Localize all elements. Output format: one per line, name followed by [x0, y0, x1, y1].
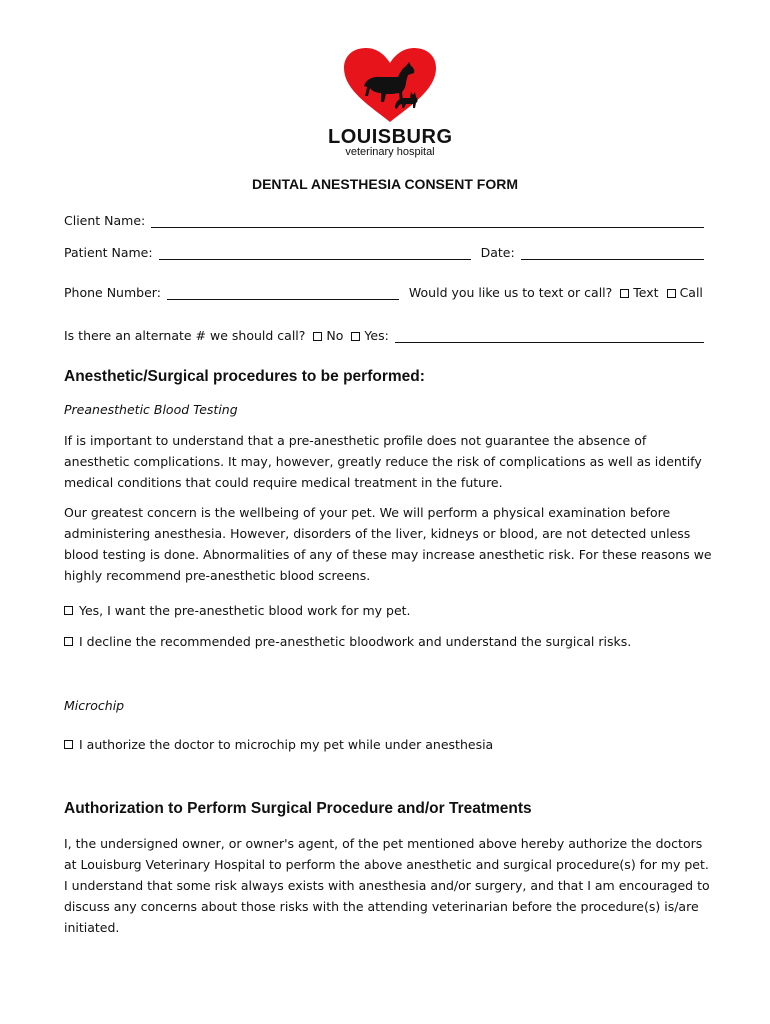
decline-bloodwork-checkbox[interactable]: [64, 637, 73, 646]
blood-testing-paragraph-1: If is important to understand that a pre-anesthetic profile does not guarantee the absence of anesthetic complications. It may, however, greatly reduce the risk of complications as well as identify medical conditions that could require medical treatment in the future.: [64, 433, 702, 490]
procedures-heading: Anesthetic/Surgical procedures to be performed:: [64, 368, 425, 385]
text-option-label: Text: [633, 285, 659, 300]
logo-subtitle: veterinary hospital: [345, 146, 435, 158]
patient-date-row: [64, 240, 704, 260]
accept-bloodwork-label: Yes, I want the pre-anesthetic blood work for my pet.: [79, 603, 411, 618]
decline-bloodwork-label: I decline the recommended pre-anesthetic bloodwork and understand the surgical risks.: [79, 634, 632, 649]
decline-bloodwork-option: [64, 634, 631, 649]
alternate-number-field[interactable]: [395, 328, 704, 343]
text-checkbox[interactable]: [620, 289, 629, 298]
heart-dog-cat-logo-icon: [340, 46, 440, 126]
microchip-option: [64, 737, 493, 752]
client-name-label: Client Name:: [64, 213, 146, 228]
alternate-question: Is there an alternate # we should call?: [64, 328, 306, 343]
microchip-checkbox[interactable]: [64, 740, 73, 749]
patient-name-label: Patient Name:: [64, 245, 153, 260]
call-checkbox[interactable]: [667, 289, 676, 298]
microchip-subheading: Microchip: [64, 698, 125, 713]
hospital-logo: [328, 46, 453, 158]
client-name-field[interactable]: [151, 213, 704, 228]
alternate-number-row: [64, 323, 704, 343]
date-field[interactable]: [521, 245, 704, 260]
microchip-label: I authorize the doctor to microchip my pet while under anesthesia: [79, 737, 494, 752]
accept-bloodwork-option: [64, 603, 411, 618]
date-label: Date:: [480, 245, 515, 260]
phone-row: [64, 280, 704, 300]
blood-testing-subheading: Preanesthetic Blood Testing: [64, 402, 238, 417]
client-name-row: [64, 208, 704, 228]
contact-question: Would you like us to text or call?: [408, 285, 613, 300]
no-checkbox[interactable]: [313, 332, 322, 341]
call-option-label: Call: [679, 285, 703, 300]
phone-number-label: Phone Number:: [64, 285, 161, 300]
form-title: DENTAL ANESTHESIA CONSENT FORM: [251, 176, 518, 192]
yes-option-label: Yes:: [364, 328, 389, 343]
no-option-label: No: [326, 328, 344, 343]
logo-name: LOUISBURG: [328, 126, 453, 148]
yes-checkbox[interactable]: [351, 332, 360, 341]
phone-number-field[interactable]: [167, 285, 399, 300]
accept-bloodwork-checkbox[interactable]: [64, 606, 73, 615]
patient-name-field[interactable]: [159, 245, 471, 260]
blood-testing-paragraph-2: Our greatest concern is the wellbeing of your pet. We will perform a physical examination before administering anesthesia. However, disorders of the liver, kidneys or blood, are not detected unless blood testing is done. Abnormalities of any of these may increase anesthetic risk. For these reasons we highly recommend pre-anesthetic blood screens.: [64, 505, 712, 583]
authorization-paragraph: I, the undersigned owner, or owner's agent, of the pet mentioned above hereby authorize the doctors at Louisburg Veterinary Hospital to perform the above anesthetic and surgical procedure(s) for my pet. I understand that some risk always exists with anesthesia and/or surgery, and that I am encouraged to discuss any concerns about those risks with the attending veterinarian before the procedure(s) is/are initiated.: [64, 836, 710, 935]
authorization-heading: Authorization to Perform Surgical Procedure and/or Treatments: [64, 800, 532, 817]
